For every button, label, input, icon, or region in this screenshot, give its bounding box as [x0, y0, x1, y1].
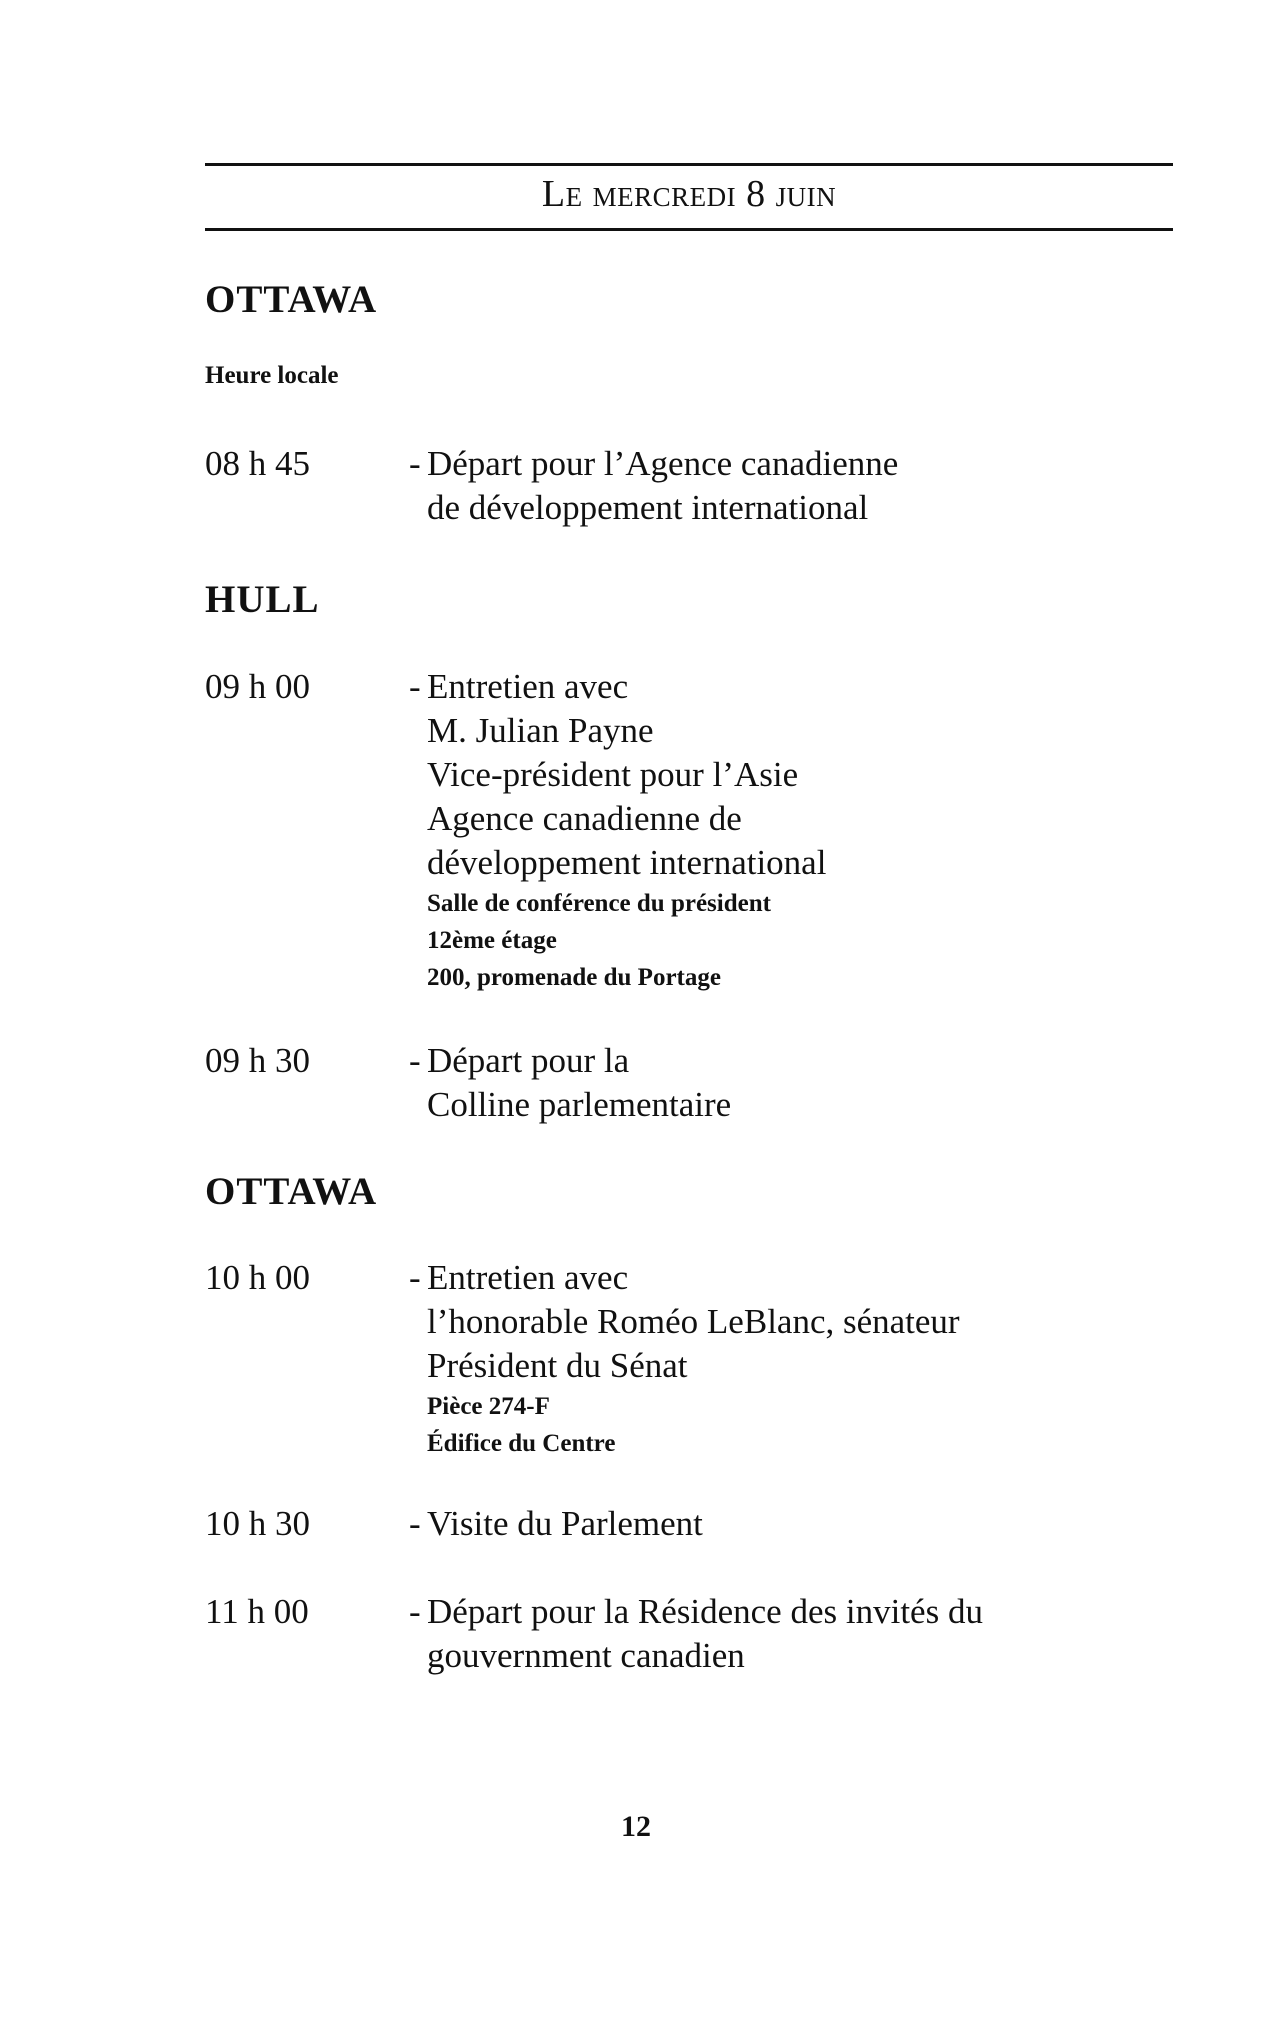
entry-dash: -	[409, 1504, 421, 1543]
section-city-hull: HULL	[205, 578, 320, 621]
entry-detail: 12ème étage	[427, 927, 557, 954]
section-city-ottawa: OTTAWA	[205, 278, 378, 321]
heading-rule-bottom	[205, 228, 1173, 231]
entry-time: 09 h 00	[205, 667, 310, 706]
heading-rule-top	[205, 163, 1173, 166]
entry-description	[409, 1256, 1167, 1462]
entry-line: Colline parlementaire	[427, 1085, 732, 1124]
entry-line: Départ pour la	[427, 1041, 630, 1080]
entry-time: 10 h 30	[205, 1504, 310, 1543]
entry-line: Agence canadienne de	[427, 799, 742, 838]
entry-description	[409, 1590, 1167, 1678]
entry-line: Départ pour la Résidence des invités du	[427, 1592, 983, 1631]
entry-dash: -	[409, 1592, 421, 1631]
entry-description	[409, 1039, 1167, 1127]
entry-dash: -	[409, 444, 421, 483]
entry-detail: Édifice du Centre	[427, 1430, 616, 1457]
entry-detail: Salle de conférence du président	[427, 890, 771, 917]
entry-description	[409, 442, 1167, 530]
page-number: 12	[621, 1810, 651, 1843]
entry-dash: -	[409, 1258, 421, 1297]
entry-line: Président du Sénat	[427, 1346, 688, 1385]
entry-line: l’honorable Roméo LeBlanc, sénateur	[427, 1302, 960, 1341]
entry-dash: -	[409, 667, 421, 706]
entry-line: Vice-président pour l’Asie	[427, 755, 799, 794]
entry-time: 09 h 30	[205, 1041, 310, 1080]
entry-line: développement international	[427, 843, 827, 882]
entry-time: 11 h 00	[205, 1592, 309, 1631]
entry-line: Visite du Parlement	[427, 1504, 703, 1543]
entry-time: 10 h 00	[205, 1258, 310, 1297]
entry-line: gouvernment canadien	[427, 1636, 745, 1675]
entry-line: M. Julian Payne	[427, 711, 654, 750]
local-time-label: Heure locale	[205, 362, 339, 389]
entry-line: Entretien avec	[427, 1258, 629, 1297]
entry-dash: -	[409, 1041, 421, 1080]
entry-line: Entretien avec	[427, 667, 629, 706]
page-heading: Le mercredi 8 juin	[541, 173, 837, 215]
entry-description	[409, 665, 1167, 996]
section-city-ottawa: OTTAWA	[205, 1170, 378, 1213]
entry-detail: 200, promenade du Portage	[427, 964, 721, 991]
entry-line: Départ pour l’Agence canadienne	[427, 444, 899, 483]
entry-detail: Pièce 274-F	[427, 1393, 550, 1420]
entry-description	[409, 1502, 1167, 1546]
entry-line: de développement international	[427, 488, 869, 527]
entry-time: 08 h 45	[205, 444, 310, 483]
